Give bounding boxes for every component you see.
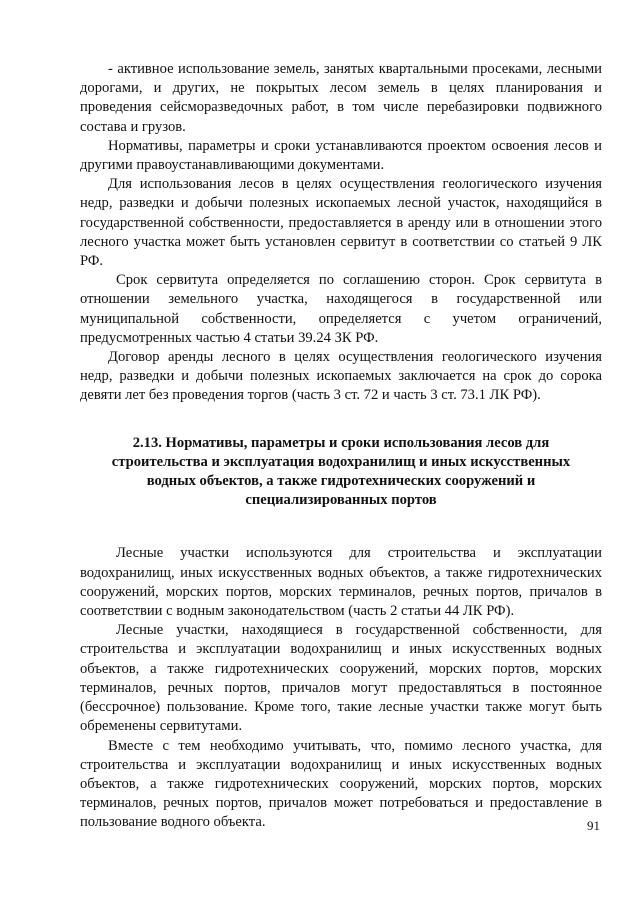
section-gap xyxy=(80,510,602,544)
paragraph-norms: Нормативы, параметры и сроки устанавливаются проектом освоения лесов и другими правоустанавливающими документами. xyxy=(80,137,602,174)
paragraph-seismic-works: - активное использование земель, занятых квартальными просеками, лесными дорогами, и других, не покрытых лесом земель в целях планирования и проведения сейсморазведочных работ, в том числе перебазировки подвижного состава и грузов. xyxy=(80,61,602,135)
page-number: 91 xyxy=(587,818,600,833)
document-page xyxy=(80,60,602,833)
paragraph-servitude-term: Срок сервитута определяется по соглашению сторон. Срок сервитута в отношении земельного участка, находящегося в государственной или муниципальной собственности, определяется с учетом ограничений, предусмотренных частью 4 статьи 39.24 ЗК РФ. xyxy=(80,272,602,346)
paragraph-water-body: Вместе с тем необходимо учитывать, что, помимо лесного участка, для строительства и эксплуатации водохранилищ и иных искусственных водных объектов, а также гидротехнических сооружений, морских портов, морских терминалов, речных портов, причалов может потребоваться и предоставление в пользование водного объекта. xyxy=(80,737,602,831)
paragraph-lease-term: Договор аренды лесного в целях осуществления геологического изучения недр, разведки и добычи полезных ископаемых заключается на срок до сорока девяти лет без проведения торгов (часть 3 ст. 72 и часть 3 ст. 73.1 ЛК РФ). xyxy=(80,349,602,404)
paragraph-state-ownership: Лесные участки, находящиеся в государственной собственности, для строительства и эксплуатации водохранилищ и иных искусственных водных объектов, а также гидротехнических сооружений, морских портов, морских терминалов, речных портов, причалов могут предоставляться в постоянное (бессрочное) пользование. Кроме того, такие лесные участки также могут быть обременены сервитутами. xyxy=(80,622,602,735)
paragraph-geological-study: Для использования лесов в целях осуществления геологического изучения недр, разведки и добычи полезных ископаемых лесной участок, находящийся в государственной собственности, предоставляется в аренду или в отношении этого лесного участка может быть установлен сервитут в соответствии со статьей 9 ЛК РФ. xyxy=(80,176,602,270)
section-heading: 2.13. Нормативы, параметры и сроки использования лесов для строительства и эксплуатация водохранилищ и иных искусственных водных объектов, а также гидротехнических сооружений и специализированных портов xyxy=(111,434,571,509)
paragraph-forest-plots-usage: Лесные участки используются для строительства и эксплуатации водохранилищ, иных искусственных водных объектов, а также гидротехнических сооружений, морских портов, морских терминалов, речных портов, причалов в соответствии с водным законодательством (часть 2 статьи 44 ЛК РФ). xyxy=(80,545,602,620)
